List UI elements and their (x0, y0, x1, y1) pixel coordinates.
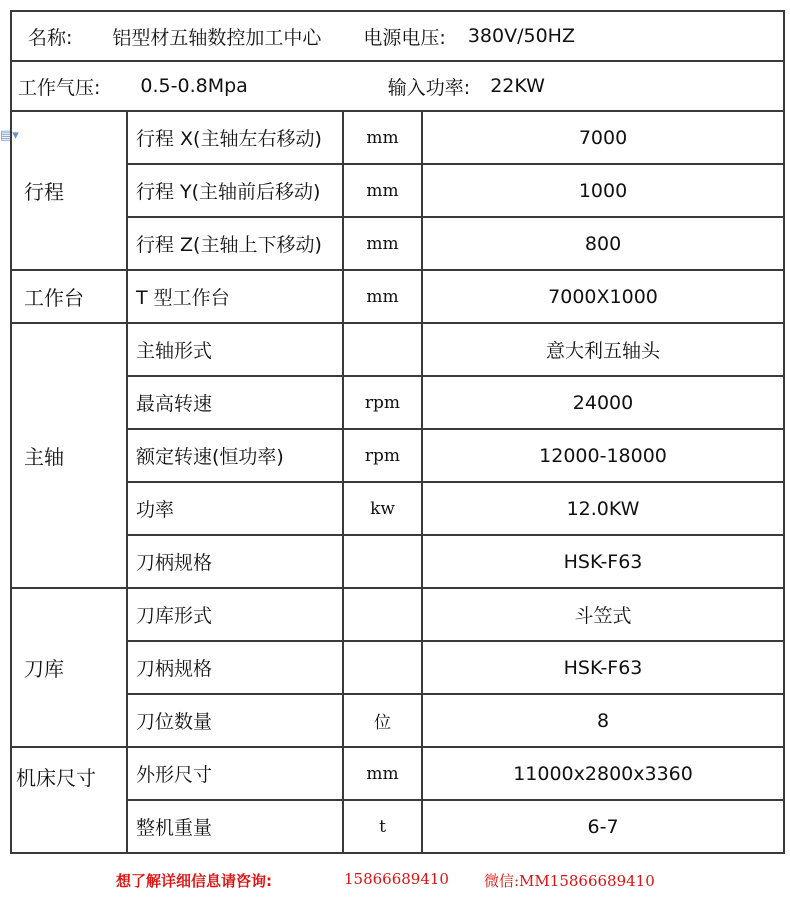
row-item: 整机重量 (127, 800, 343, 853)
row-item: 刀柄规格 (127, 535, 343, 588)
header-row-name (11, 11, 784, 61)
spec-sheet (10, 10, 783, 854)
name-label: 名称: (28, 26, 73, 49)
table-row (11, 111, 784, 164)
spec-table (10, 10, 785, 854)
table-row (11, 217, 784, 270)
row-item: 刀位数量 (127, 694, 343, 747)
row-unit (343, 535, 422, 588)
row-item: 外形尺寸 (127, 747, 343, 800)
row-value: 斗笠式 (422, 588, 784, 641)
table-row (11, 800, 784, 853)
row-unit: kw (343, 482, 422, 535)
row-item: T 型工作台 (127, 270, 343, 323)
table-row (11, 429, 784, 482)
row-value: 意大利五轴头 (422, 323, 784, 376)
power-label: 输入功率: (387, 76, 471, 99)
group-table: 工作台 (11, 270, 127, 323)
row-item: 行程 X(主轴左右移动) (127, 111, 343, 164)
row-unit: mm (343, 270, 422, 323)
document-marker-icon: ▤▾ (0, 128, 19, 143)
table-row (11, 270, 784, 323)
row-value: HSK-F63 (422, 641, 784, 694)
table-row (11, 694, 784, 747)
row-value: 12000-18000 (422, 429, 784, 482)
row-unit: mm (343, 111, 422, 164)
row-value: 7000X1000 (422, 270, 784, 323)
row-item: 功率 (127, 482, 343, 535)
contact-label: 想了解详细信息请咨询: (116, 872, 272, 890)
row-unit: mm (343, 747, 422, 800)
group-magazine: 刀库 (11, 588, 127, 747)
pressure-value: 0.5-0.8Mpa (140, 75, 248, 97)
row-value: 7000 (422, 111, 784, 164)
row-item: 主轴形式 (127, 323, 343, 376)
group-spindle: 主轴 (11, 323, 127, 588)
table-row (11, 747, 784, 800)
row-unit: rpm (343, 376, 422, 429)
table-row (11, 164, 784, 217)
row-item: 刀柄规格 (127, 641, 343, 694)
row-unit (343, 588, 422, 641)
table-row (11, 535, 784, 588)
row-value: 6-7 (422, 800, 784, 853)
header-row-pressure (11, 61, 784, 111)
row-item: 最高转速 (127, 376, 343, 429)
contact-footer (0, 870, 790, 892)
name-value: 铝型材五轴数控加工中心 (112, 26, 322, 49)
row-unit (343, 323, 422, 376)
row-unit: mm (343, 164, 422, 217)
pressure-label: 工作气压: (18, 76, 101, 99)
row-unit: rpm (343, 429, 422, 482)
row-item: 行程 Z(主轴上下移动) (127, 217, 343, 270)
row-unit: mm (343, 217, 422, 270)
row-value: 8 (422, 694, 784, 747)
row-value: 800 (422, 217, 784, 270)
table-row (11, 376, 784, 429)
row-value: 24000 (422, 376, 784, 429)
row-unit (343, 641, 422, 694)
group-machine: 机床尺寸 (11, 747, 127, 853)
contact-phone[interactable]: 15866689410 (344, 870, 449, 888)
table-row (11, 323, 784, 376)
voltage-value: 380V/50HZ (467, 25, 575, 47)
power-value: 22KW (490, 75, 545, 97)
row-value: 12.0KW (422, 482, 784, 535)
table-row (11, 641, 784, 694)
row-value: HSK-F63 (422, 535, 784, 588)
table-row (11, 482, 784, 535)
row-unit: t (343, 800, 422, 853)
row-value: 1000 (422, 164, 784, 217)
contact-wechat[interactable]: 微信:MM15866689410 (484, 872, 655, 890)
group-travel: 行程 (11, 111, 127, 270)
voltage-label: 电源电压: (363, 26, 446, 49)
row-item: 刀库形式 (127, 588, 343, 641)
row-unit: 位 (343, 694, 422, 747)
row-value: 11000x2800x3360 (422, 747, 784, 800)
row-item: 额定转速(恒功率) (127, 429, 343, 482)
table-row (11, 588, 784, 641)
row-item: 行程 Y(主轴前后移动) (127, 164, 343, 217)
